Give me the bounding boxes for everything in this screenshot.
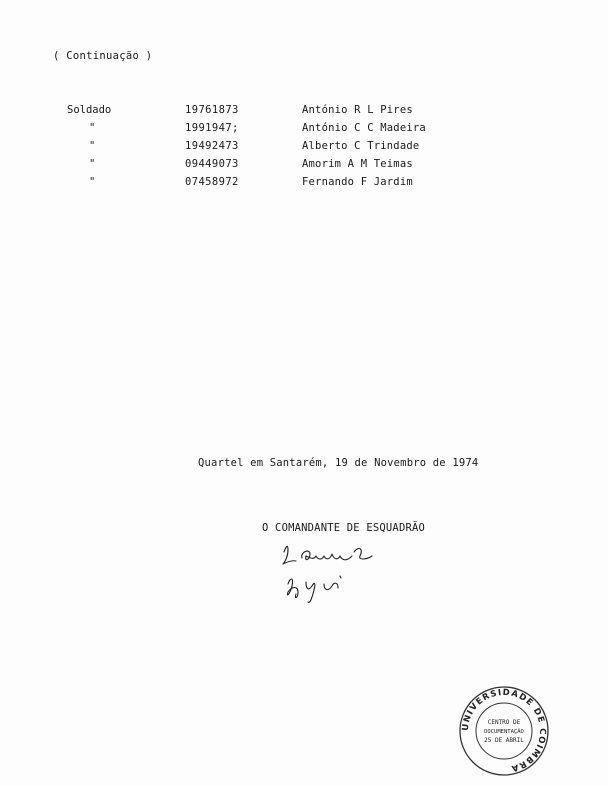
soldier-name-cell: Amorim A M Teimas [302,158,413,170]
stamp-seal-icon [457,684,551,778]
commander-title: O COMANDANTE DE ESQUADRÃO [262,522,426,534]
soldier-name-cell: Fernando F Jardim [302,176,413,188]
rank-ditto-mark: " [89,140,96,152]
service-number-cell: 1991947; [185,122,239,134]
rank-ditto-mark: " [89,176,96,188]
soldier-name-cell: Alberto C Trindade [302,140,420,152]
soldier-name-cell: António C C Madeira [302,122,426,134]
stamp-center-line: DOCUMENTAÇÃO [484,729,524,735]
stamp-ring-text: UNIVERSIDADE DE COIMBRA [460,687,548,774]
soldier-name-cell: António R L Pires [302,104,413,116]
stamp-center-line: 25 DE ABRIL [484,737,524,744]
place-and-date: Quartel em Santarém, 19 de Novembro de 1974 [198,457,479,469]
service-number-cell: 19761873 [185,104,239,116]
service-number-cell: 19492473 [185,140,239,152]
university-stamp [457,684,551,778]
stamp-center-line: CENTRO DE [487,719,521,726]
continuation-heading: ( Continuação ) [53,50,153,62]
signature-block [262,522,425,534]
rank-ditto-mark: " [89,158,96,170]
rank-ditto-mark: " [89,122,96,134]
rank-cell: Soldado [67,104,112,116]
service-number-cell: 09449073 [185,158,239,170]
handwritten-signature [280,542,390,612]
service-number-cell: 07458972 [185,176,239,188]
